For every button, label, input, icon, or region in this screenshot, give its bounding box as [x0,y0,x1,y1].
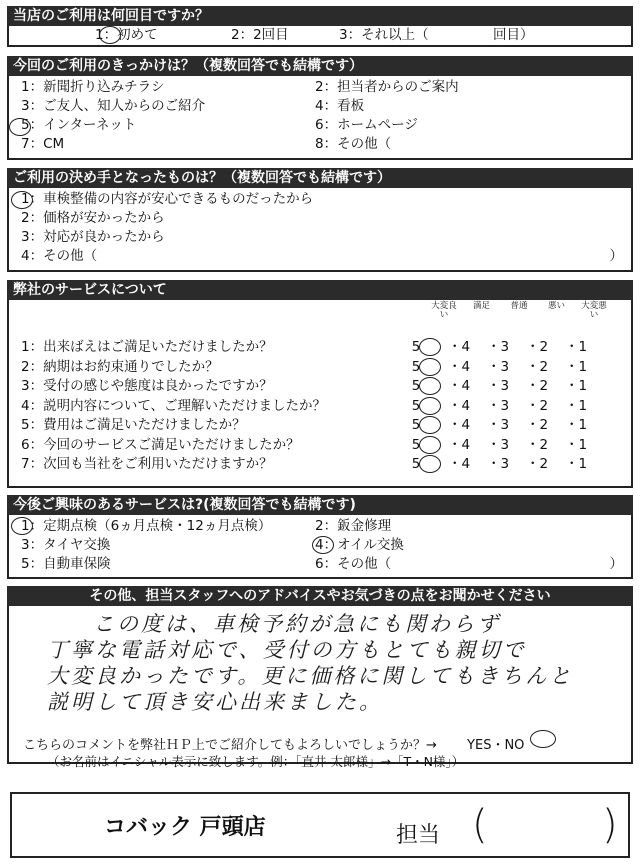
rating-question: 2：納期はお約束通りでしたか？ [21,358,219,375]
rating-option[interactable]: ・4 [448,397,471,414]
answer-circle [419,358,441,376]
rating-row [9,455,631,475]
staff-close-paren: ) [602,802,618,848]
scale-label: 満足 [472,301,490,311]
rating-row [9,436,631,456]
q2-option-6[interactable]: 6：ホームページ [315,117,418,133]
answer-circle [99,26,121,44]
staff-label: 担当 [396,823,441,848]
q1-option-3[interactable]: 3：それ以上（ [339,27,429,43]
rating-question: 3：受付の感じや態度は良かったですか？ [21,378,273,394]
rating-option[interactable]: ・2 [526,358,549,375]
rating-question: 4：説明内容について、ご理解いただけましたか？ [21,397,327,414]
q1-option-2[interactable]: 2：2回目 [231,27,289,43]
rating-option[interactable]: ・3 [487,339,510,355]
publish-question: こちらのコメントを弊社ＨＰ上でご紹介してもよろしいでしょうか？→ [23,738,437,753]
q2-option-8[interactable]: 8：その他（ [315,136,392,152]
rating-option[interactable]: ・1 [565,378,588,394]
comment-line-1: この度は、車検予約が急にも関わらず [93,612,501,636]
rating-row [9,397,631,417]
rating-row [9,416,631,436]
survey-form [7,6,633,769]
q2-option-7[interactable]: 7：CM [21,136,65,152]
rating-option[interactable]: ・3 [487,358,510,375]
rating-option[interactable]: 5 [411,378,421,394]
q1-option-3-suffix: 回目） [493,27,534,43]
publish-note: （お名前はイニシャル表示に致します。例：「直井 太郎様」→「T・N様」） [47,754,465,769]
rating-row [9,338,631,358]
q3-option-4-close: ） [609,248,623,264]
rating-option[interactable]: ・2 [526,417,549,433]
answer-circle [9,118,31,136]
rating-option[interactable]: 5 [411,397,421,414]
q4-title: 弊社のサービスについて [7,280,633,300]
answer-circle [11,517,33,535]
rating-option[interactable]: ・4 [448,358,471,375]
q5-option-3[interactable]: 3：タイヤ交換 [21,537,111,553]
rating-option[interactable]: ・3 [487,436,510,453]
q5-option-1[interactable]: 1：定期点検（6ヵ月点検・12ヵ月点検） [21,518,272,534]
q3-option-1[interactable]: 1：車検整備の内容が安心できるものだったから [21,191,314,207]
rating-option[interactable]: 5 [411,456,421,472]
q5-option-6[interactable]: 6：その他（ [315,556,392,572]
rating-option[interactable]: ・3 [487,397,510,414]
answer-circle [530,730,556,748]
rating-option[interactable]: ・2 [526,456,549,472]
q3-title: ご利用の決め手となったものは？（複数回答でも結構です） [7,168,633,188]
q5-title: 今後ご興味のあるサービスは?(複数回答でも結構です) [7,495,633,515]
answer-circle [419,377,441,395]
q5-option-6-close: ） [609,556,623,572]
rating-option[interactable]: ・1 [565,456,588,472]
q4-box [7,300,633,488]
rating-option[interactable]: ・4 [448,436,471,453]
rating-option[interactable]: ・1 [565,417,588,433]
rating-option[interactable]: ・2 [526,378,549,394]
rating-option[interactable]: ・3 [487,417,510,433]
q3-box [7,188,633,272]
rating-option[interactable]: ・3 [487,378,510,394]
answer-circle [419,436,441,454]
publish-consent [23,734,524,753]
q3-option-3[interactable]: 3：対応が良かったから [21,229,165,245]
rating-option[interactable]: ・3 [487,456,510,472]
rating-question: 6：今回のサービスご満足いただけましたか？ [21,436,300,453]
scale-label: 大変良い [431,301,457,320]
rating-option[interactable]: 5 [411,417,421,433]
q5-option-4[interactable]: 4：オイル交換 [315,537,404,553]
rating-option[interactable]: ・4 [448,417,471,433]
scale-label: 普通 [510,301,528,311]
comment-title: その他、担当スタッフへのアドバイスやお気づきの点をお聞かせください [7,586,633,606]
scale-label: 悪い [547,301,565,311]
rating-option[interactable]: ・4 [448,339,471,355]
rating-option[interactable]: ・1 [565,358,588,375]
q2-box [7,76,633,160]
answer-circle [312,536,334,554]
scale-label: 大変悪い [581,301,607,320]
q1-option-1[interactable]: 1：初めて [95,27,158,43]
q1-box [7,26,633,47]
rating-option[interactable]: ・4 [448,378,471,394]
q5-option-2[interactable]: 2：鈑金修理 [315,518,392,534]
q2-title: 今回のご利用のきっかけは？（複数回答でも結構です） [7,56,633,76]
rating-row [9,358,631,378]
answer-circle [419,338,441,356]
comment-box[interactable] [7,606,633,769]
rating-option[interactable]: ・1 [565,339,588,355]
q5-box [7,515,633,579]
rating-question: 1：出来ばえはご満足いただけましたか？ [21,339,273,355]
rating-option[interactable]: ・1 [565,397,588,414]
q2-option-5[interactable]: 5：インターネット [21,117,137,133]
q3-option-4[interactable]: 4：その他（ [21,248,98,264]
shop-footer [10,792,630,858]
comment-line-4: 説明して頂き安心出来ました。 [47,690,383,714]
rating-option[interactable]: ・2 [526,339,549,355]
rating-question: 7：次回も当社をご利用いただけますか？ [21,456,273,472]
rating-option[interactable]: ・2 [526,397,549,414]
rating-option[interactable]: 5 [411,339,421,355]
rating-scale-labels [429,302,609,320]
shop-name: コバック 戸頭店 [104,815,266,840]
rating-option[interactable]: ・1 [565,436,588,453]
comment-line-2: 丁寧な電話対応で、受付の方もとても親切で [47,638,527,662]
q1-title: 当店のご利用は何回目ですか？ [7,6,633,26]
rating-row [9,377,631,397]
rating-option[interactable]: ・4 [448,456,471,472]
rating-option[interactable]: 5 [411,436,421,453]
rating-option[interactable]: 5 [411,358,421,375]
publish-answer[interactable]: YES・NO [467,738,525,753]
answer-circle [419,416,441,434]
answer-circle [419,397,441,415]
answer-circle [11,191,33,209]
rating-question: 5：費用はご満足いただけましたか？ [21,417,246,433]
staff-open-paren: ( [472,802,488,848]
q2-option-2[interactable]: 2：担当者からのご案内 [315,79,459,95]
comment-line-3: 大変良かったです。更に価格に関してもきちんと [47,664,574,688]
q3-option-2[interactable]: 2：価格が安かったから [21,210,165,226]
q2-option-4[interactable]: 4：看板 [315,98,365,114]
q2-option-3[interactable]: 3：ご友人、知人からのご紹介 [21,98,206,114]
answer-circle [419,455,441,473]
rating-option[interactable]: ・2 [526,436,549,453]
q5-option-5[interactable]: 5：自動車保険 [21,556,111,572]
q2-option-1[interactable]: 1：新聞折り込みチラシ [21,79,165,95]
